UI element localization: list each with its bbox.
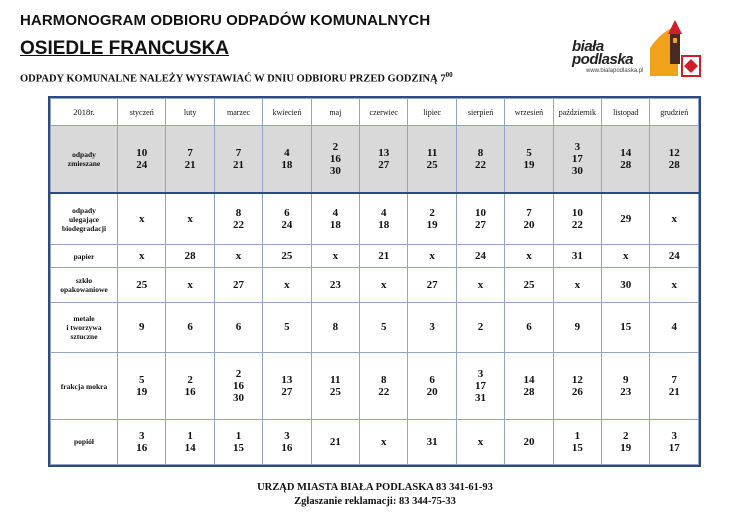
collection-dates-cell: 8 22 [214, 193, 262, 244]
collection-dates-cell: 8 22 [456, 126, 504, 194]
collection-dates-cell: 9 [553, 302, 601, 352]
collection-dates-cell: 14 28 [602, 126, 650, 194]
waste-type-label: szkło opakowaniowe [51, 268, 118, 302]
collection-dates-cell: 7 21 [166, 126, 214, 194]
collection-dates-cell: x [118, 245, 166, 268]
collection-dates-cell: 2 19 [408, 193, 456, 244]
collection-dates-cell: 3 [408, 302, 456, 352]
page-subtitle: OSIEDLE FRANCUSKA [20, 38, 230, 59]
collection-dates-cell: x [602, 245, 650, 268]
collection-dates-cell: x [408, 245, 456, 268]
collection-dates-cell: 5 19 [118, 353, 166, 420]
collection-dates-cell: 2 16 30 [214, 353, 262, 420]
collection-note-superscript: 00 [445, 71, 453, 79]
month-header: czerwiec [360, 99, 408, 126]
collection-dates-cell: 1 15 [553, 419, 601, 464]
waste-type-label: papier [51, 245, 118, 268]
month-header: październik [553, 99, 601, 126]
collection-dates-cell: 12 26 [553, 353, 601, 420]
collection-dates-cell: x [456, 268, 504, 302]
collection-dates-cell: 6 [505, 302, 553, 352]
page-title: HARMONOGRAM ODBIORU ODPADÓW KOMUNALNYCH [20, 12, 431, 29]
collection-dates-cell: 6 24 [263, 193, 311, 244]
logo-url: www.bialapodlaska.pl [586, 68, 644, 74]
year-header: 2018r. [51, 99, 118, 126]
table-row [51, 193, 699, 244]
collection-dates-cell: x [456, 419, 504, 464]
collection-dates-cell: 20 [505, 419, 553, 464]
office-contact: URZĄD MIASTA BIAŁA PODLASKA 83 341-61-93 [257, 482, 493, 493]
collection-dates-cell: 13 27 [263, 353, 311, 420]
collection-note-text: ODPADY KOMUNALNE NALEŻY WYSTAWIAĆ W DNIU ODBIORU PRZED GODZINĄ 7 [20, 73, 446, 85]
collection-dates-cell: 10 24 [118, 126, 166, 194]
collection-dates-cell: 21 [311, 419, 359, 464]
collection-dates-cell: 7 21 [214, 126, 262, 194]
collection-dates-cell: 3 16 [263, 419, 311, 464]
logo-wordmark [572, 40, 633, 66]
complaints-contact: Zgłaszanie reklamacji: 83 344-75-33 [294, 496, 456, 507]
collection-dates-cell: 27 [214, 268, 262, 302]
month-header: styczeń [118, 99, 166, 126]
table-row [51, 126, 699, 194]
collection-dates-cell: 8 [311, 302, 359, 352]
table-row [51, 245, 699, 268]
month-header: sierpień [456, 99, 504, 126]
collection-dates-cell: 21 [360, 245, 408, 268]
collection-dates-cell: 30 [602, 268, 650, 302]
collection-dates-cell: 4 [650, 302, 699, 352]
table-row [51, 419, 699, 464]
collection-dates-cell: 3 17 [650, 419, 699, 464]
waste-type-label: frakcja mokra [51, 353, 118, 420]
collection-dates-cell: 2 19 [602, 419, 650, 464]
collection-dates-cell: 5 19 [505, 126, 553, 194]
month-header: lipiec [408, 99, 456, 126]
collection-dates-cell: 13 27 [360, 126, 408, 194]
collection-dates-cell: 11 25 [311, 353, 359, 420]
collection-dates-cell: 2 [456, 302, 504, 352]
collection-dates-cell: 31 [553, 245, 601, 268]
table-header-row [51, 99, 699, 126]
collection-dates-cell: x [505, 245, 553, 268]
collection-dates-cell: 2 16 30 [311, 126, 359, 194]
collection-dates-cell: 28 [166, 245, 214, 268]
waste-type-label: metale i tworzywa sztuczne [51, 302, 118, 352]
collection-dates-cell: 4 18 [263, 126, 311, 194]
collection-dates-cell: x [360, 419, 408, 464]
collection-dates-cell: 15 [602, 302, 650, 352]
collection-dates-cell: 7 21 [650, 353, 699, 420]
month-header: kwiecień [263, 99, 311, 126]
city-logo [572, 18, 702, 80]
collection-dates-cell: 1 14 [166, 419, 214, 464]
collection-dates-cell: x [166, 193, 214, 244]
table-row [51, 268, 699, 302]
collection-dates-cell: 11 25 [408, 126, 456, 194]
table-row [51, 302, 699, 352]
collection-note [20, 71, 453, 85]
collection-dates-cell: x [650, 268, 699, 302]
month-header: marzec [214, 99, 262, 126]
month-header: maj [311, 99, 359, 126]
collection-dates-cell: x [311, 245, 359, 268]
collection-dates-cell: x [553, 268, 601, 302]
collection-dates-cell: 3 16 [118, 419, 166, 464]
waste-type-label: popiół [51, 419, 118, 464]
collection-dates-cell: 8 22 [360, 353, 408, 420]
collection-dates-cell: 10 22 [553, 193, 601, 244]
collection-dates-cell: 6 [214, 302, 262, 352]
waste-type-label: odpady zmieszane [51, 126, 118, 194]
schedule-table [48, 96, 701, 467]
collection-dates-cell: 9 [118, 302, 166, 352]
collection-dates-cell: 9 23 [602, 353, 650, 420]
waste-type-label: odpady ulegające biodegradacji [51, 193, 118, 244]
collection-dates-cell: x [650, 193, 699, 244]
collection-dates-cell: 24 [456, 245, 504, 268]
logo-line-1: biała [572, 38, 604, 55]
month-header: luty [166, 99, 214, 126]
collection-dates-cell: 25 [118, 268, 166, 302]
collection-dates-cell: 14 28 [505, 353, 553, 420]
collection-dates-cell: 24 [650, 245, 699, 268]
collection-dates-cell: 25 [505, 268, 553, 302]
collection-dates-cell: 23 [311, 268, 359, 302]
collection-dates-cell: 4 18 [311, 193, 359, 244]
collection-dates-cell: 3 17 31 [456, 353, 504, 420]
collection-dates-cell: 5 [360, 302, 408, 352]
collection-dates-cell: 31 [408, 419, 456, 464]
collection-dates-cell: 10 27 [456, 193, 504, 244]
collection-dates-cell: 29 [602, 193, 650, 244]
collection-dates-cell: x [118, 193, 166, 244]
collection-dates-cell: 12 28 [650, 126, 699, 194]
collection-dates-cell: 3 17 30 [553, 126, 601, 194]
month-header: wrzesień [505, 99, 553, 126]
collection-dates-cell: 1 15 [214, 419, 262, 464]
collection-dates-cell: 25 [263, 245, 311, 268]
logo-line-2: podlaska [572, 51, 634, 68]
collection-dates-cell: x [166, 268, 214, 302]
collection-dates-cell: 6 [166, 302, 214, 352]
collection-dates-cell: x [214, 245, 262, 268]
collection-dates-cell: x [360, 268, 408, 302]
month-header: grudzień [650, 99, 699, 126]
collection-dates-cell: x [263, 268, 311, 302]
table-row [51, 353, 699, 420]
collection-dates-cell: 2 16 [166, 353, 214, 420]
month-header: listopad [602, 99, 650, 126]
collection-dates-cell: 7 20 [505, 193, 553, 244]
collection-dates-cell: 27 [408, 268, 456, 302]
collection-dates-cell: 5 [263, 302, 311, 352]
town-hall-emblem-icon [644, 18, 702, 78]
collection-dates-cell: 4 18 [360, 193, 408, 244]
collection-dates-cell: 6 20 [408, 353, 456, 420]
